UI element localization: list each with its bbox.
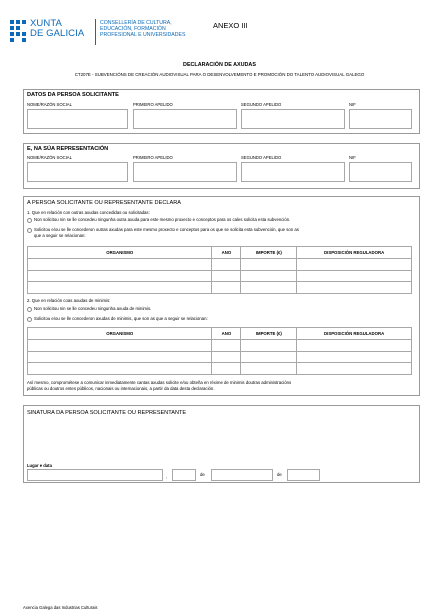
table-cell[interactable] — [241, 363, 297, 375]
table-cell[interactable] — [241, 340, 297, 352]
q2-minimis-table — [27, 327, 412, 375]
table-cell[interactable] — [241, 259, 297, 271]
commitment-text: Así mesmo, comprométese a comunicar inmediatamente cantas axudas solicite e/ou obteña en réxime de minimis doutras administracións públicas ou doutros entes públicos, nacionais ou internacionais, a partir da data desta declaración. — [27, 380, 292, 391]
applicant-surname1-field[interactable] — [133, 109, 237, 129]
table-cell[interactable] — [212, 340, 241, 352]
applicant-surname2-field[interactable] — [241, 109, 345, 129]
table-cell[interactable] — [212, 351, 241, 363]
q2-option-none-radio[interactable] — [27, 307, 32, 312]
q1-option-other-label: Solicitou e/ou se lle concederon outras axudas para este mesmo proxecto e conceptos para os que se solicita esta subvención, que son as que a seguir se relacionan: — [34, 227, 299, 238]
applicant-name-field[interactable] — [27, 109, 128, 129]
place-date-label: Lugar e data — [27, 463, 52, 468]
q2-option-minimis-label: Solicitou e/ou se lle concederon axudas de minimis, que son as que a seguir se relacionan: — [34, 316, 208, 321]
xunta-logo — [10, 17, 190, 47]
q1-option-other-radio[interactable] — [27, 228, 32, 233]
table-cell[interactable] — [212, 282, 241, 294]
table-cell[interactable] — [297, 259, 412, 271]
representative-surname2-field[interactable] — [241, 162, 345, 182]
column-header: DISPOSICIÓN REGULADORA — [297, 247, 412, 259]
surname2-label: SEGUNDO APELIDO — [241, 102, 282, 107]
table-row — [28, 270, 412, 282]
applicant-nif-field[interactable] — [349, 109, 412, 129]
table-row — [28, 282, 412, 294]
document-title: DECLARACIÓN DE AXUDAS — [183, 62, 256, 68]
nif-label: NIF — [349, 155, 356, 160]
applicant-section — [23, 89, 420, 134]
surname1-label: PRIMEIRO APELIDO — [133, 155, 173, 160]
section-title: E, NA SÚA REPRESENTACIÓN — [27, 146, 109, 152]
table-cell[interactable] — [241, 270, 297, 282]
signature-section — [23, 405, 420, 483]
comma-separator: , — [166, 474, 168, 479]
representative-name-field[interactable] — [27, 162, 128, 182]
xunta-emblem-icon — [10, 20, 26, 44]
table-cell[interactable] — [28, 340, 212, 352]
table-cell[interactable] — [28, 282, 212, 294]
column-header: IMPORTE (€) — [241, 328, 297, 340]
table-header-row — [28, 328, 412, 340]
table-cell[interactable] — [28, 259, 212, 271]
table-cell[interactable] — [297, 282, 412, 294]
table-row — [28, 259, 412, 271]
de-label-2: de — [277, 472, 282, 477]
table-cell[interactable] — [28, 351, 212, 363]
nif-label: NIF — [349, 102, 356, 107]
table-header-row — [28, 247, 412, 259]
q2-option-none-label: Non solicitou nin se lle concedeu ningunha axuda de minimis. — [34, 306, 152, 311]
representative-surname1-field[interactable] — [133, 162, 237, 182]
table-row — [28, 351, 412, 363]
surname2-label: SEGUNDO APELIDO — [241, 155, 282, 160]
day-field[interactable] — [172, 469, 196, 481]
representative-section — [23, 143, 420, 189]
column-header: ANO — [212, 247, 241, 259]
section-title: A PERSOA SOLICITANTE OU REPRESENTANTE DECLARA — [27, 200, 181, 206]
table-row — [28, 363, 412, 375]
table-cell[interactable] — [241, 282, 297, 294]
month-field[interactable] — [211, 469, 273, 481]
table-cell[interactable] — [297, 363, 412, 375]
q2-option-minimis-radio[interactable] — [27, 317, 32, 322]
column-header: ANO — [212, 328, 241, 340]
table-cell[interactable] — [28, 363, 212, 375]
column-header: DISPOSICIÓN REGULADORA — [297, 328, 412, 340]
column-header: IMPORTE (€) — [241, 247, 297, 259]
table-cell[interactable] — [241, 351, 297, 363]
q1-aid-table — [27, 246, 412, 294]
column-header: ORGANISMO — [28, 328, 212, 340]
logo-wordmark: XUNTA DE GALICIA — [30, 18, 85, 39]
table-cell[interactable] — [297, 351, 412, 363]
section-title: SINATURA DA PERSOA SOLICITANTE OU REPRESENTANTE — [27, 410, 187, 416]
surname1-label: PRIMEIRO APELIDO — [133, 102, 173, 107]
table-cell[interactable] — [212, 259, 241, 271]
table-cell[interactable] — [297, 270, 412, 282]
table-cell[interactable] — [212, 270, 241, 282]
name-label: NOME/RAZÓN SOCIAL — [27, 102, 72, 107]
table-cell[interactable] — [28, 270, 212, 282]
de-label-1: de — [200, 472, 205, 477]
document-subtitle: CT207E - SUBVENCIÓNS DE CREACIÓN AUDIOVISUAL PARA O DESENVOLVEMENTO E PROMOCIÓN DO TALENTO AUDIOVISUAL GALEGO — [74, 72, 365, 77]
table-cell[interactable] — [212, 363, 241, 375]
department-name: CONSELLERÍA DE CULTURA, EDUCACIÓN, FORMACIÓN PROFESIONAL E UNIVERSIDADES — [100, 20, 186, 39]
footer-agency: Axencia Galega das Industrias Culturais — [23, 605, 98, 610]
table-row — [28, 340, 412, 352]
question-1: 1. Que en relación con outras axudas concedidas ou solicitadas: — [27, 210, 150, 215]
logo-divider — [95, 19, 96, 45]
name-label: NOME/RAZÓN SOCIAL — [27, 155, 72, 160]
question-2: 2. Que en relación coas axudas de minimis: — [27, 298, 111, 303]
annex-label: ANEXO III — [213, 21, 248, 30]
year-field[interactable] — [287, 469, 320, 481]
place-field[interactable] — [27, 469, 163, 481]
q1-option-none-radio[interactable] — [27, 218, 32, 223]
column-header: ORGANISMO — [28, 247, 212, 259]
table-cell[interactable] — [297, 340, 412, 352]
declaration-section — [23, 196, 420, 396]
q1-option-none-label: Non solicitou nin se lle concedeu ningunha outra axuda para este mesmo proxecto e conceptos para os cales solicita esta subvención. — [34, 217, 291, 222]
section-title: DATOS DA PERSOA SOLICITANTE — [27, 92, 119, 98]
representative-nif-field[interactable] — [349, 162, 412, 182]
